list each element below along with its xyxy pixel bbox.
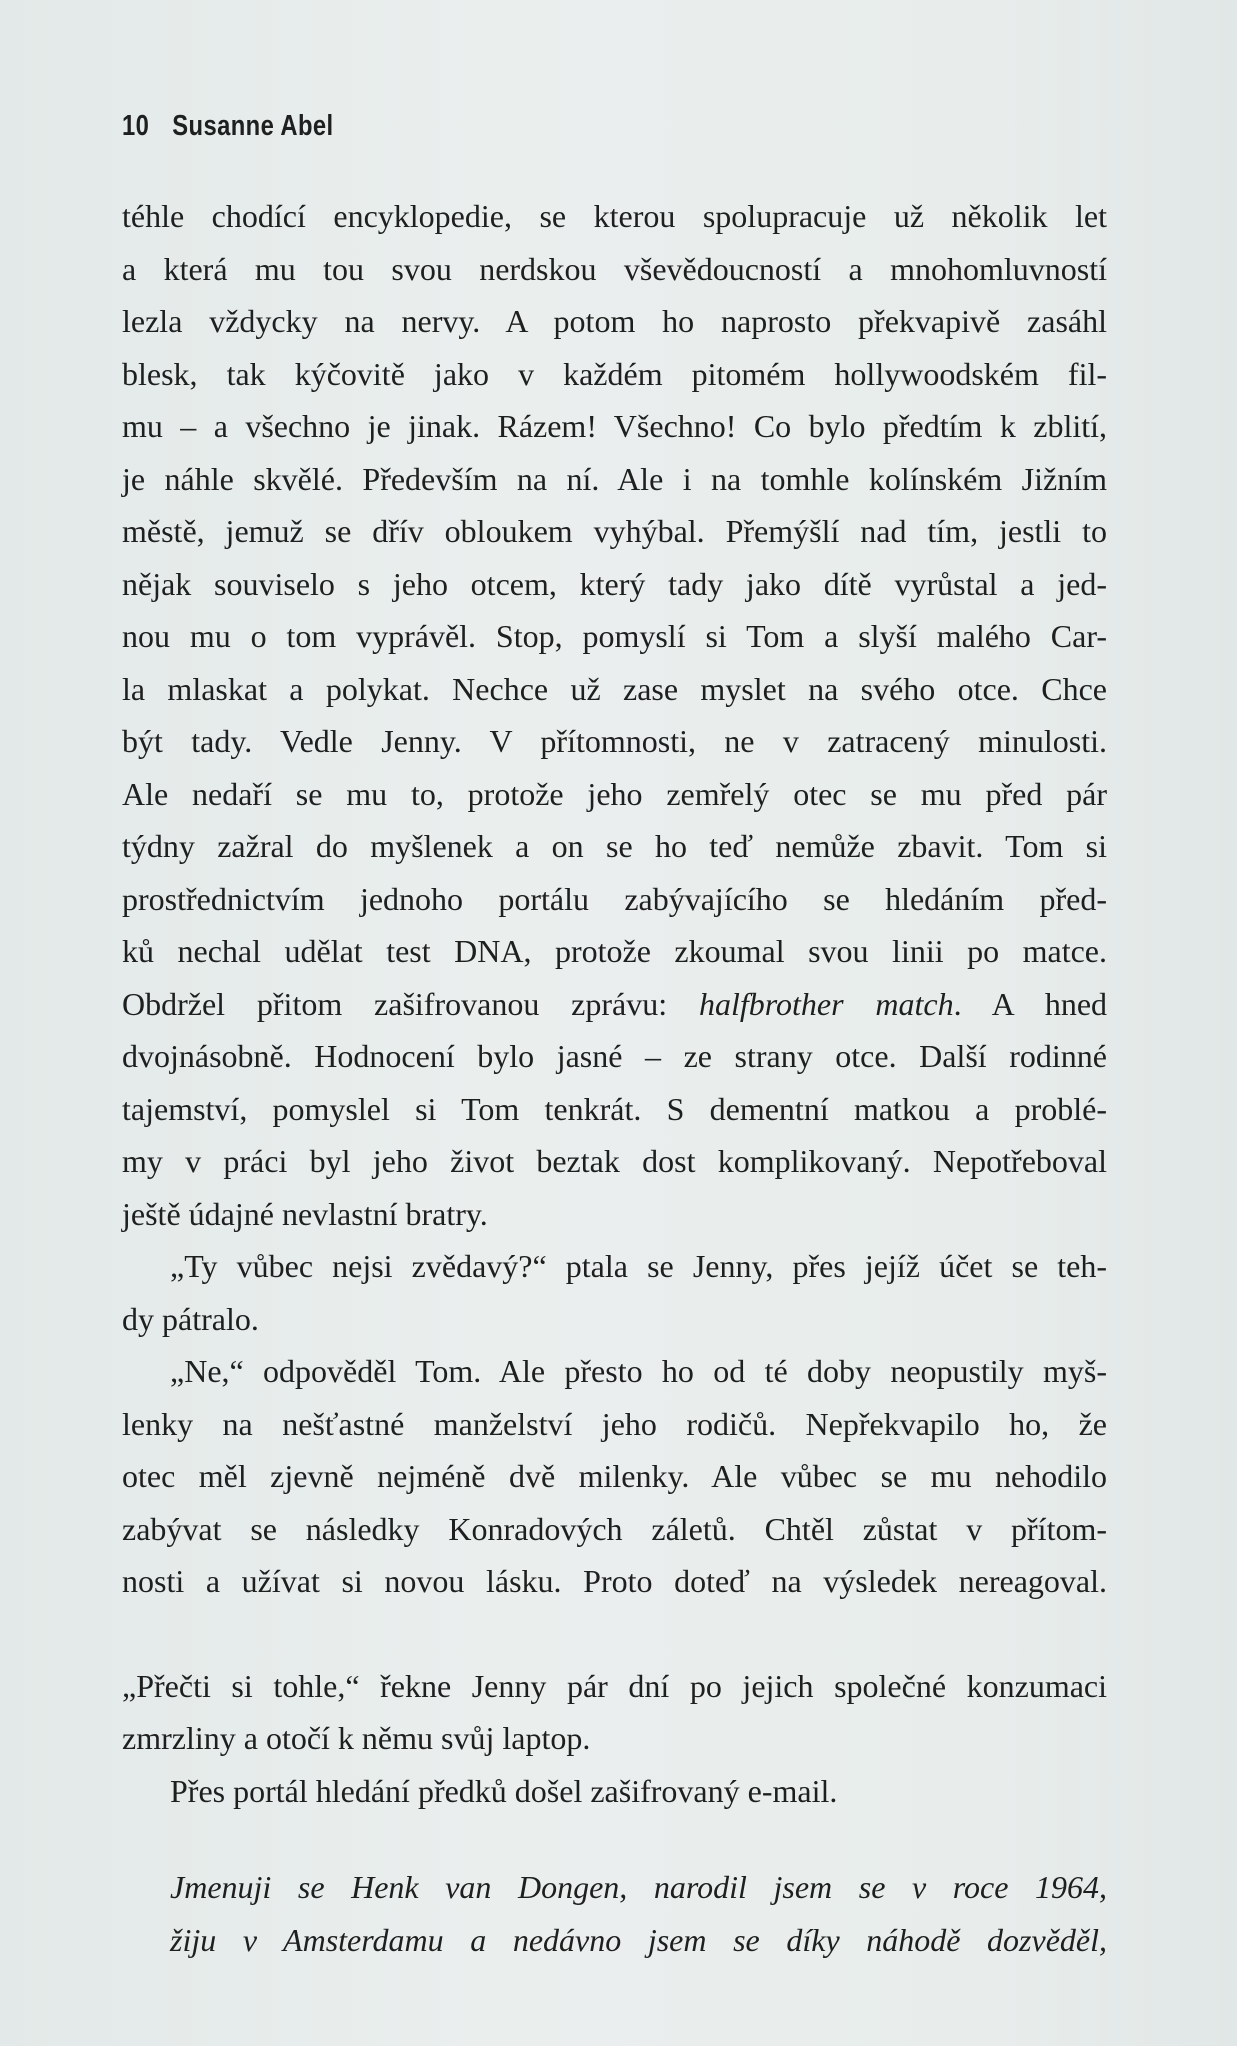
text-line: „Přečti si tohle,“ řekne Jenny pár dní po jejich společné konzumaci xyxy=(122,1667,1107,1704)
text-line: je náhle skvělé. Především na ní. Ale i na tomhle kolínském Jižním xyxy=(122,460,1107,497)
text-line: mu – a všechno je jinak. Rázem! Všechno! Co bylo předtím k zblití, xyxy=(122,408,1107,444)
text-line: ještě údajné nevlastní bratry. xyxy=(122,1195,488,1232)
text-line: týdny zažral do myšlenek a on se ho teď nemůže zbavit. Tom si xyxy=(122,828,1107,864)
text-line: my v práci byl jeho život beztak dost komplikovaný. Nepotřeboval xyxy=(122,1143,1107,1179)
email-text-line: žiju v Amsterdamu a nedávno jsem se díky náhodě dozvěděl, xyxy=(170,1921,1107,1958)
author-name: Susanne Abel xyxy=(172,110,334,142)
text-line: městě, jemuž se dřív obloukem vyhýbal. Přemýšlí nad tím, jestli to xyxy=(122,513,1107,549)
text-line: téhle chodící encyklopedie, se kterou spolupracuje už několik let xyxy=(122,198,1107,234)
text-line: a která mu tou svou nerdskou vševědoucností a mnohomluvností xyxy=(122,250,1107,287)
text-line: otec měl zjevně nejméně dvě milenky. Ale vůbec se mu nehodilo xyxy=(122,1458,1107,1494)
text-line: prostřednictvím jednoho portálu zabývajícího se hledáním před- xyxy=(122,880,1107,917)
text-line: dvojnásobně. Hodnocení bylo jasné – ze strany otce. Další rodinné xyxy=(122,1038,1107,1074)
text-line: být tady. Vedle Jenny. V přítomnosti, ne v zatracený minulosti. xyxy=(122,723,1107,759)
text-line xyxy=(122,978,1107,1031)
text-line: „Ne,“ odpověděl Tom. Ale přesto ho od té doby neopustily myš- xyxy=(170,1353,1107,1389)
text-line: blesk, tak kýčovitě jako v každém pitomém hollywoodském fil- xyxy=(122,355,1107,392)
text-line: Přes portál hledání předků došel zašifrovaný e-mail. xyxy=(170,1772,838,1809)
page-number: 10 xyxy=(122,110,150,142)
text-line: nosti a užívat si novou lásku. Proto doteď na výsledek nereagoval. xyxy=(122,1563,1107,1599)
italic-phrase: halfbrother match xyxy=(698,985,954,1022)
text-line: nou mu o tom vyprávěl. Stop, pomyslí si Tom a slyší malého Car- xyxy=(122,618,1107,654)
running-header xyxy=(122,110,334,143)
text-line: „Ty vůbec nejsi zvědavý?“ ptala se Jenny, přes jejíž účet se teh- xyxy=(170,1248,1107,1284)
section-break xyxy=(122,1608,1107,1660)
text-line: zmrzliny a otočí k němu svůj laptop. xyxy=(122,1720,591,1756)
text-line: nějak souviselo s jeho otcem, který tady jako dítě vyrůstal a jed- xyxy=(122,565,1107,602)
text-line: zabývat se následky Konradových záletů. Chtěl zůstat v přítom- xyxy=(122,1510,1107,1547)
text-segment: Obdržel přitom zašifrovanou zprávu: xyxy=(122,985,699,1022)
text-line: lenky na nešťastné manželství jeho rodičů. Nepřekvapilo ho, že xyxy=(122,1405,1107,1442)
text-line: Ale nedaří se mu to, protože jeho zemřelý otec se mu před pár xyxy=(122,775,1107,812)
section-break xyxy=(122,1817,1107,1861)
text-line: lezla vždycky na nervy. A potom ho naprosto překvapivě zasáhl xyxy=(122,303,1107,339)
email-text-line: Jmenuji se Henk van Dongen, narodil jsem se v roce 1964, xyxy=(170,1869,1107,1905)
text-line: ků nechal udělat test DNA, protože zkoumal svou linii po matce. xyxy=(122,933,1107,969)
body-text xyxy=(122,190,1107,1966)
text-segment: . A hned xyxy=(953,985,1108,1022)
text-line: dy pátralo. xyxy=(122,1300,259,1337)
text-line: la mlaskat a polykat. Nechce už zase myslet na svého otce. Chce xyxy=(122,670,1107,707)
text-line: tajemství, pomyslel si Tom tenkrát. S dementní matkou a problé- xyxy=(122,1090,1107,1127)
